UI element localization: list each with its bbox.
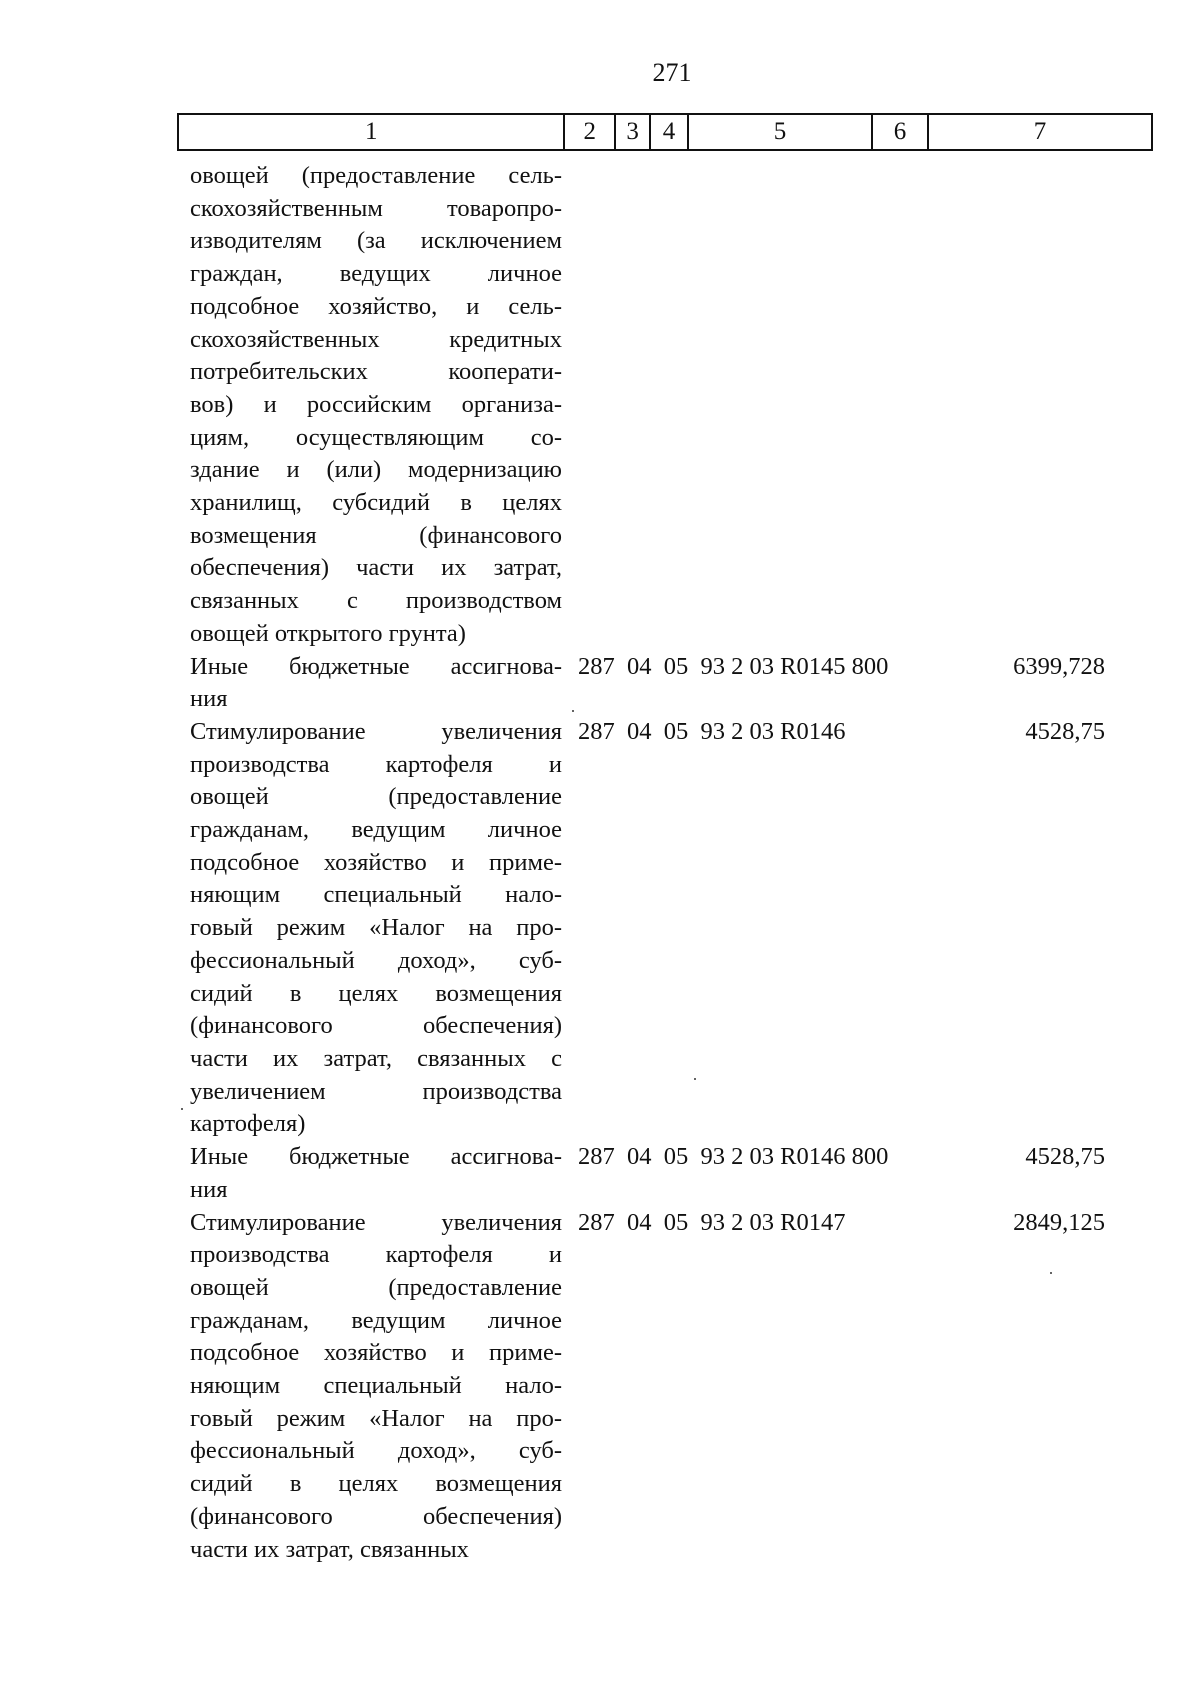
description-line: ния: [190, 1175, 228, 1203]
description-line: овощей (предоставление: [190, 783, 562, 811]
description-line: Стимулирование увеличения: [190, 717, 562, 745]
description-line: няющим специальный нало-: [190, 1372, 562, 1400]
scan-speck: [694, 1078, 696, 1080]
header-col-4: 4: [651, 115, 689, 149]
description-line: изводителям (за исключением: [190, 227, 562, 255]
description-line: (финансового обеспечения): [190, 1012, 562, 1040]
row-codes: 287 04 05 93 2 03 R0145 800: [578, 652, 889, 680]
row-description: [190, 1141, 562, 1206]
description-line: части их затрат, связанных с: [190, 1044, 562, 1072]
table-row: [190, 651, 1170, 716]
row-amount: 6399,728: [1013, 652, 1105, 680]
description-line: овощей (предоставление: [190, 1273, 562, 1301]
description-line: картофеля): [190, 1110, 306, 1138]
table-row: [190, 160, 1170, 651]
table-row: [190, 1207, 1170, 1567]
row-description: [190, 1207, 562, 1567]
description-line: скохозяйственным товаропро-: [190, 194, 562, 222]
table-row: [190, 716, 1170, 1141]
row-amount: 4528,75: [1025, 717, 1105, 745]
description-line: овощей (предоставление сель-: [190, 162, 562, 189]
description-line: Иные бюджетные ассигнова-: [190, 652, 562, 680]
description-line: Стимулирование увеличения: [190, 1208, 562, 1236]
row-codes: 287 04 05 93 2 03 R0146 800: [578, 1143, 889, 1171]
description-line: няющим специальный нало-: [190, 881, 562, 909]
row-description: [190, 716, 562, 1141]
description-line: здание и (или) модернизацию: [190, 456, 562, 484]
row-amount: 2849,125: [1013, 1208, 1105, 1236]
description-line: гражданам, ведущим личное: [190, 1306, 562, 1334]
row-description: [190, 160, 562, 651]
header-col-7: 7: [1033, 118, 1047, 145]
description-line: говый режим «Налог на про-: [190, 1404, 562, 1432]
description-line: подсобное хозяйство и приме-: [190, 848, 562, 876]
table-body: [190, 160, 1170, 1566]
description-line: потребительских кооперати-: [190, 358, 562, 386]
description-line: граждан, ведущих личное: [190, 260, 562, 288]
description-line: фессиональный доход», суб-: [190, 1437, 562, 1465]
description-line: Иные бюджетные ассигнова-: [190, 1143, 562, 1171]
description-line: подсобное хозяйство, и сель-: [190, 292, 562, 320]
row-description: [190, 651, 562, 716]
description-line: ния: [190, 685, 228, 713]
row-amount: 4528,75: [1025, 1143, 1105, 1171]
description-line: (финансового обеспечения): [190, 1502, 562, 1530]
description-line: вов) и российским организа-: [190, 390, 562, 418]
description-line: гражданам, ведущим личное: [190, 816, 562, 844]
page-number: 271: [652, 58, 692, 87]
row-codes: 287 04 05 93 2 03 R0146: [578, 717, 846, 745]
description-line: производства картофеля и: [190, 750, 562, 778]
scan-speck: [1050, 1272, 1052, 1274]
description-line: хранилищ, субсидий в целях: [190, 489, 562, 517]
description-line: овощей открытого грунта): [190, 619, 466, 647]
description-line: возмещения (финансового: [190, 521, 562, 549]
header-col-5: 5: [689, 115, 873, 149]
description-line: фессиональный доход», суб-: [190, 946, 562, 974]
header-col-1: 1: [179, 115, 565, 149]
description-line: сидий в целях возмещения: [190, 1470, 562, 1498]
description-line: обеспечения) части их затрат,: [190, 554, 562, 582]
row-codes: 287 04 05 93 2 03 R0147: [578, 1208, 846, 1236]
header-col-6: 6: [873, 115, 929, 149]
description-line: части их затрат, связанных: [190, 1535, 469, 1563]
scan-speck: [181, 1108, 183, 1110]
scan-speck: [572, 710, 574, 712]
header-col-3: 3: [616, 115, 651, 149]
description-line: подсобное хозяйство и приме-: [190, 1339, 562, 1367]
table-header: [177, 113, 1153, 151]
header-col-2: 2: [565, 115, 616, 149]
table-row: [190, 1141, 1170, 1206]
description-line: сидий в целях возмещения: [190, 979, 562, 1007]
description-line: говый режим «Налог на про-: [190, 914, 562, 942]
description-line: производства картофеля и: [190, 1241, 562, 1269]
description-line: увеличением производства: [190, 1077, 562, 1105]
description-line: связанных с производством: [190, 587, 562, 615]
description-line: циям, осуществляющим со-: [190, 423, 562, 451]
description-line: скохозяйственных кредитных: [190, 325, 562, 353]
